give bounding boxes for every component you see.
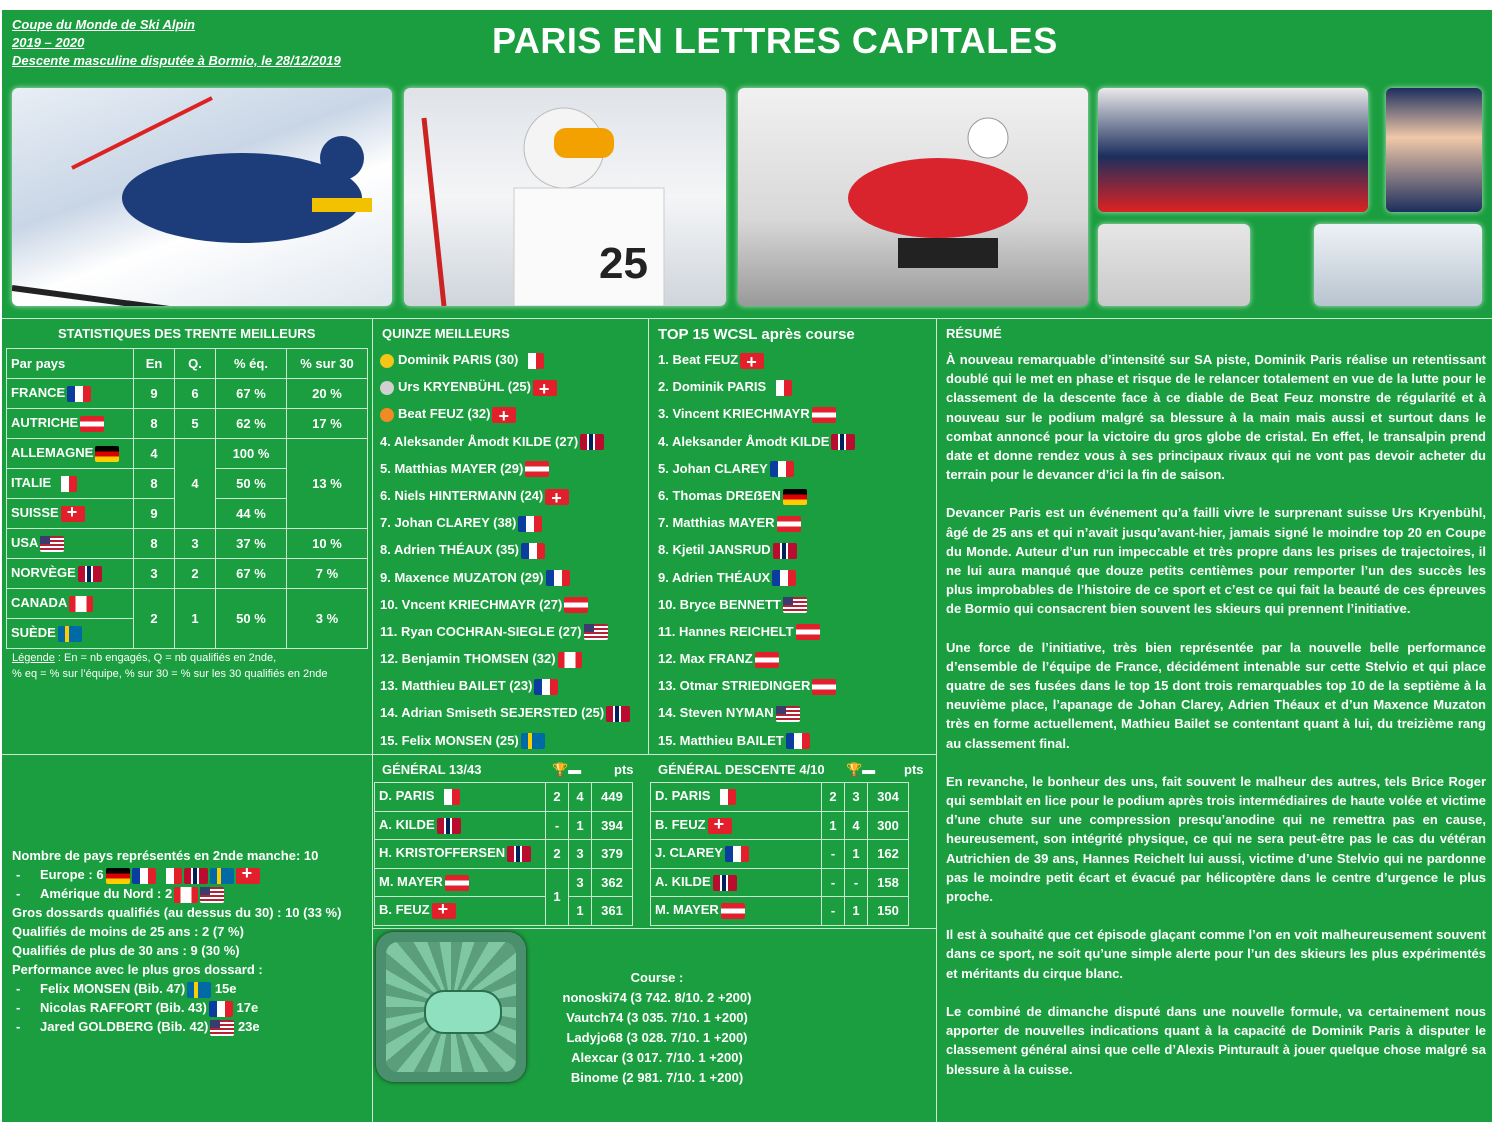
- usa-flag-icon: [40, 536, 64, 552]
- table-row: B. FEUZ+ 1 361: [375, 897, 633, 926]
- course-line: Vautch74 (3 035. 7/10. 1 +200): [566, 1010, 748, 1025]
- table-row: USA 8 3 37 % 10 %: [7, 529, 368, 559]
- italy-flag-icon: [436, 789, 460, 805]
- event-name: Coupe du Monde de Ski Alpin: [12, 17, 195, 32]
- season: 2019 – 2020: [12, 35, 85, 50]
- skier-illustration-2: [404, 88, 726, 306]
- list-item: 6. Thomas DREẞEN: [658, 482, 934, 509]
- stats-table: [6, 348, 368, 649]
- canada-flag-icon: [174, 887, 198, 903]
- switzerland-flag-icon: [61, 506, 85, 522]
- norway-flag-icon: [606, 706, 630, 722]
- photo-skier-small-2: [1314, 224, 1482, 306]
- trophy-podium-icon: 🏆▬: [552, 762, 582, 777]
- austria-flag-icon: [80, 416, 104, 432]
- france-flag-icon: [546, 570, 570, 586]
- infographic-page: [2, 10, 1492, 1122]
- norway-flag-icon: [437, 818, 461, 834]
- table-row: CANADA 2 1 50 % 3 %: [7, 589, 368, 619]
- italy-flag-icon: [520, 353, 544, 369]
- bronze-medal-icon: [380, 408, 394, 422]
- norway-flag-icon: [773, 543, 797, 559]
- gold-medal-icon: [380, 354, 394, 368]
- france-flag-icon: [521, 543, 545, 559]
- col-s30: % sur 30: [287, 349, 368, 379]
- list-item: 7. Matthias MAYER: [658, 509, 934, 536]
- col-en: En: [134, 349, 175, 379]
- general-dh-title: GÉNÉRAL DESCENTE 4/10: [658, 762, 825, 777]
- france-flag-icon: [518, 516, 542, 532]
- col-country: Par pays: [7, 349, 134, 379]
- germany-flag-icon: [106, 868, 130, 884]
- table-row: M. MAYER 1 3 362: [375, 868, 633, 897]
- table-row: SUÈDE: [7, 619, 368, 649]
- switzerland-flag-icon: [708, 818, 732, 834]
- france-flag-icon: [770, 461, 794, 477]
- list-item: 10. Bryce BENNETT: [658, 591, 934, 618]
- skier-illustration-3: [738, 88, 1088, 306]
- table-row: J. CLAREY - 1 162: [651, 840, 909, 869]
- france-flag-icon: [209, 1001, 233, 1017]
- list-item: Beat FEUZ (32)+: [380, 400, 646, 427]
- france-flag-icon: [772, 570, 796, 586]
- germany-flag-icon: [783, 489, 807, 505]
- list-item: 15. Felix MONSEN (25): [380, 727, 646, 754]
- italy-flag-icon: [158, 868, 182, 884]
- usa-flag-icon: [584, 624, 608, 640]
- table-row: ALLEMAGNE 4 4 100 % 13 %: [7, 439, 368, 469]
- usa-flag-icon: [200, 887, 224, 903]
- table-row: H. KRISTOFFERSEN 2 3 379: [375, 840, 633, 869]
- sweden-flag-icon: [210, 868, 234, 884]
- table-row: A. KILDE - - 158: [651, 868, 909, 897]
- sweden-flag-icon: [58, 626, 82, 642]
- list-item: 9. Adrien THÉAUX: [658, 564, 934, 591]
- table-row: M. MAYER - 1 150: [651, 897, 909, 926]
- france-flag-icon: [725, 846, 749, 862]
- general-dh-table: [650, 782, 909, 926]
- general-pts-label: pts: [614, 762, 634, 777]
- top15-title: QUINZE MEILLEURS: [382, 326, 510, 341]
- photo-skier-small-1: [1098, 224, 1250, 306]
- photo-feuz: [738, 88, 1088, 306]
- top15-list: [380, 346, 646, 754]
- table-row: SUISSE+ 9 44 %: [7, 499, 368, 529]
- austria-flag-icon: [445, 875, 469, 891]
- header: [2, 10, 1492, 78]
- trophy-podium-icon-2: 🏆▬: [846, 762, 876, 777]
- resume-title: RÉSUMÉ: [946, 326, 1002, 341]
- photo-podium: [1098, 88, 1368, 212]
- austria-flag-icon: [564, 597, 588, 613]
- norway-flag-icon: [831, 434, 855, 450]
- list-item: 2. Dominik PARIS: [658, 373, 934, 400]
- norway-flag-icon: [580, 434, 604, 450]
- usa-flag-icon: [776, 706, 800, 722]
- photo-kryenbuhl: [404, 88, 726, 306]
- skier-illustration: [12, 88, 392, 306]
- general-table: [374, 782, 633, 926]
- italy-flag-icon: [53, 476, 77, 492]
- norway-flag-icon: [184, 868, 208, 884]
- race-info: Descente masculine disputée à Bormio, le 28/12/2019: [12, 53, 341, 68]
- list-item: 10. Vncent KRIECHMAYR (27): [380, 591, 646, 618]
- photo-paris-portrait: [1386, 88, 1482, 212]
- austria-flag-icon: [777, 516, 801, 532]
- austria-flag-icon: [525, 461, 549, 477]
- list-item: Urs KRYENBÜHL (25)+: [380, 373, 646, 400]
- switzerland-flag-icon: [432, 903, 456, 919]
- course-line: Ladyjo68 (3 028. 7/10. 1 +200): [566, 1030, 748, 1045]
- silver-medal-icon: [380, 381, 394, 395]
- table-row: AUTRICHE 8 5 62 % 17 %: [7, 409, 368, 439]
- course-line: Binome (2 981. 7/10. 1 +200): [570, 1070, 744, 1085]
- france-flag-icon: [786, 733, 810, 749]
- norway-flag-icon: [78, 566, 102, 582]
- austria-flag-icon: [755, 652, 779, 668]
- italy-flag-icon: [712, 789, 736, 805]
- list-item: 5. Matthias MAYER (29): [380, 455, 646, 482]
- list-item: 8. Kjetil JANSRUD: [658, 536, 934, 563]
- list-item: 15. Matthieu BAILET: [658, 727, 934, 754]
- usa-flag-icon: [210, 1020, 234, 1036]
- page-title: PARIS EN LETTRES CAPITALES: [492, 20, 1058, 61]
- sweden-flag-icon: [521, 733, 545, 749]
- list-item: 13. Matthieu BAILET (23): [380, 672, 646, 699]
- germany-flag-icon: [95, 446, 119, 462]
- austria-flag-icon: [812, 679, 836, 695]
- wcsl-title: TOP 15 WCSL après course: [658, 326, 855, 343]
- col-eq: % éq.: [216, 349, 287, 379]
- general-dh-pts-label: pts: [904, 762, 924, 777]
- norway-flag-icon: [713, 875, 737, 891]
- list-item: 5. Johan CLAREY: [658, 455, 934, 482]
- canada-flag-icon: [69, 596, 93, 612]
- general-title: GÉNÉRAL 13/43: [382, 762, 482, 777]
- switzerland-flag-icon: [236, 868, 260, 884]
- list-item: 8. Adrien THÉAUX (35): [380, 536, 646, 563]
- switzerland-flag-icon: [740, 353, 764, 369]
- france-flag-icon: [534, 679, 558, 695]
- course-line: nonoski74 (3 742. 8/10. 2 +200): [562, 990, 752, 1005]
- sweden-flag-icon: [187, 982, 211, 998]
- col-q: Q.: [175, 349, 216, 379]
- stats-title: STATISTIQUES DES TRENTE MEILLEURS: [58, 326, 316, 341]
- switzerland-flag-icon: [533, 380, 557, 396]
- switzerland-flag-icon: [492, 407, 516, 423]
- list-item: 3. Vincent KRIECHMAYR: [658, 400, 934, 427]
- wcsl-list: [658, 346, 934, 754]
- list-item: 11. Hannes REICHELT: [658, 618, 934, 645]
- list-item: Dominik PARIS (30): [380, 346, 646, 373]
- italy-flag-icon: [768, 380, 792, 396]
- stats-legend: Légende : En = nb engagés, Q = nb qualifiés en 2nde, % eq = % sur l’équipe, % sur 30 = % sur les 30 qualifiés en 2nde: [12, 652, 328, 680]
- austria-flag-icon: [812, 407, 836, 423]
- handshake-icon: [376, 932, 526, 1082]
- switzerland-flag-icon: [545, 489, 569, 505]
- list-item: 12. Benjamin THOMSEN (32): [380, 645, 646, 672]
- list-item: 13. Otmar STRIEDINGER: [658, 672, 934, 699]
- france-flag-icon: [132, 868, 156, 884]
- norway-flag-icon: [507, 846, 531, 862]
- list-item: 12. Max FRANZ: [658, 645, 934, 672]
- table-row: D. PARIS 2 4 449: [375, 783, 633, 812]
- course-results: Course : nonoski74 (3 742. 8/10. 2 +200) Vautch74 (3 035. 7/10. 1 +200) Ladyjo68 (3 028. 7/10. 1 +200) Alexcar (3 017. 7/10. 1 +200) Binome (2 981. 7/10. 1 +200): [522, 968, 792, 1088]
- resume-text: À nouveau remarquable d’intensité sur SA piste, Dominik Paris réalise un retentissant doublé qui le met en phase et risque de le relancer totalement en vue de la lutte pour le classement de la descente face à ce diable de Beat Feuz monstre de régularité et à nouveau sur le podium malgré sa blessure à la main mais aussi et surtout dans le combat annoncé pour la victoire du gros globe de cristal. En effet, le transalpin prend date et donne rendez vous à ses principaux rivaux qui ne vont pas devoir acheter du terrain pour le devancer d’ici la fin de saison. Devancer Paris est un événement qu’a failli vivre le surprenant suisse Urs Kryenbühl, âgé de 25 ans et qui n’avait jusqu’avant-hier, jamais signé le moindre top 20 en Coupe du Monde. Auteur d’un run impeccable et très propre dans les prises de trajectoires, il ne lui aura manqué que douze petits centièmes pour remporter l’un des succès les plus improbables de l’histoire de ce sport et c’est ce qui fait la beauté de ces épreuves de Bormio qui consacrent bien souvent les skieurs qui prennent l’initiative. Une force de l’initiative, très bien représentée par la nouvelle belle performance d’ensemble de l’équipe de France, décidément intenable sur cette Stelvio et qui place quatre de ses fusées dans le top 15 dont trois remarquables top 10 de la septième à la neuvième place, l’apanage de Johan Clarey, Adrien Théaux et d’un Maxence Muzaton très en forme actuellement, Mathieu Bailet se contentant quant à lui, du treizième rang au classement final. En revanche, le bonheur des uns, fait souvent le malheur des autres, tels Brice Roger qui semblait en lice pour le podium après trois intermédiaires de haute volée et victime d’une chute sur une compression presqu’anodine qui ne remettra pas en cause, heureusement, son intégrité physique, ce qui ne sera peut-être pas le cas du vétéran Autrichien de 39 ans, Hannes Reichelt lui aussi, victime d’une Stelvio qui ne pardonne pas le moindre petit écart et évacué par hélicoptère dans le centre d’urgence le plus proche. Il est à souhaité que cet épisode glaçant comme l’on en voit malheureusement souvent dans ce sport, ne soit qu’une simple alerte pour l’un des skieurs les plus expérimentés et méritants du cirque blanc. Le combiné de dimanche disputé dans une nouvelle formule, va certainement nous apporter de nouvelles indications quant à la capacité de Dominik Paris à disputer le classement général ainsi que celle d’Alexis Pinturault à jouer quelque chose malgré sa blessure à la cuisse.: [946, 352, 1486, 1077]
- list-item: 11. Ryan COCHRAN-SIEGLE (27): [380, 618, 646, 645]
- table-row: ITALIE 8 50 %: [7, 469, 368, 499]
- list-item: 7. Johan CLAREY (38): [380, 509, 646, 536]
- usa-flag-icon: [783, 597, 807, 613]
- table-row: FRANCE 9 6 67 % 20 %: [7, 379, 368, 409]
- misc-stats: Nombre de pays représentés en 2nde manche: 10 - Europe : 6+ - Amérique du Nord : 2 Gros dossards qualifiés (au dessus du 30) : 10 (33 %) Qualifiés de moins de 25 ans : 2 (7 %) Qualifiés de plus de 30 ans : 9 (30 %) Performance avec le plus gros dossard : - Felix MONSEN (Bib. 47) 15e - Nicolas RAFFORT (Bib. 43) 17e - Jared GOLDBERG (Bib. 42) 23e: [12, 846, 341, 1036]
- svg-text:25: 25: [599, 239, 648, 288]
- table-row: D. PARIS 2 3 304: [651, 783, 909, 812]
- austria-flag-icon: [796, 624, 820, 640]
- list-item: 4. Aleksander Åmodt KILDE (27): [380, 428, 646, 455]
- event-meta: [12, 16, 341, 70]
- france-flag-icon: [67, 386, 91, 402]
- list-item: 14. Adrian Smiseth SEJERSTED (25): [380, 699, 646, 726]
- list-item: 9. Maxence MUZATON (29): [380, 564, 646, 591]
- table-row: NORVÈGE 3 2 67 % 7 %: [7, 559, 368, 589]
- canada-flag-icon: [558, 652, 582, 668]
- list-item: 4. Aleksander Åmodt KILDE: [658, 428, 934, 455]
- photo-paris-racing: [12, 88, 392, 306]
- table-row: B. FEUZ+ 1 4 300: [651, 811, 909, 840]
- austria-flag-icon: [721, 903, 745, 919]
- list-item: 14. Steven NYMAN: [658, 699, 934, 726]
- table-row: A. KILDE - 1 394: [375, 811, 633, 840]
- course-line: Alexcar (3 017. 7/10. 1 +200): [571, 1050, 743, 1065]
- list-item: 6. Niels HINTERMANN (24)+: [380, 482, 646, 509]
- list-item: 1. Beat FEUZ+: [658, 346, 934, 373]
